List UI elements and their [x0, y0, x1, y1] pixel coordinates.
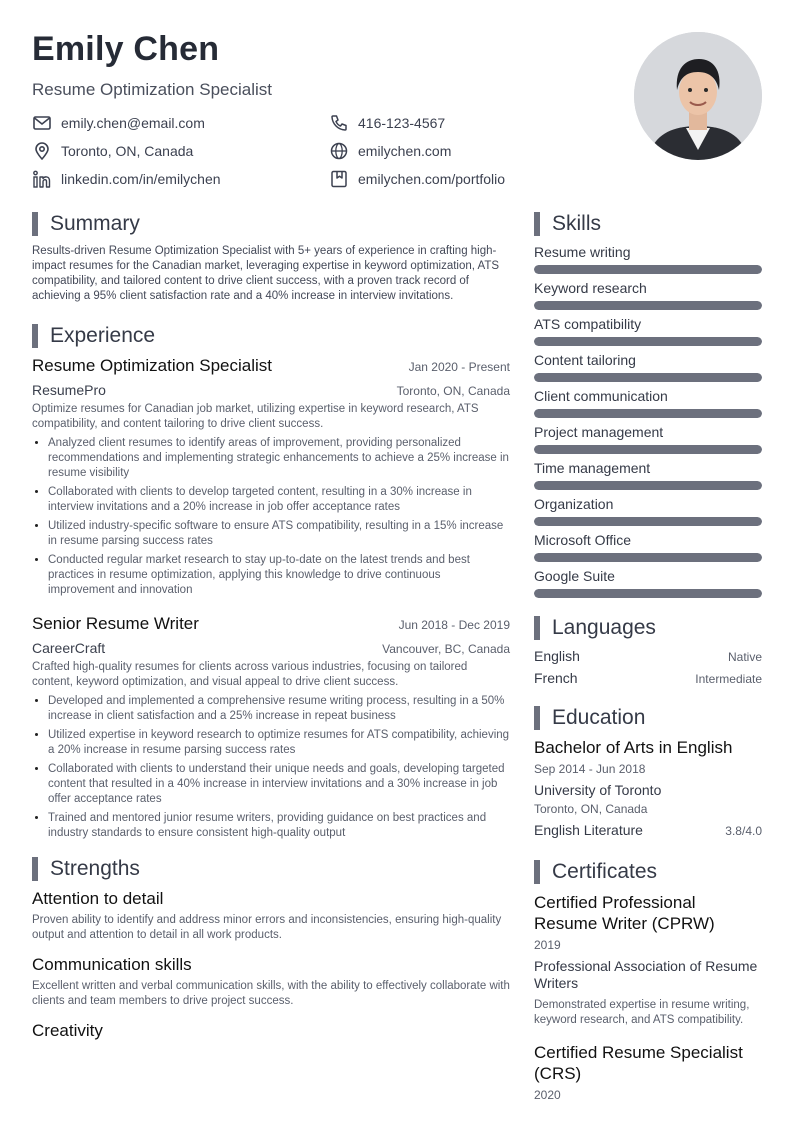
certificate-issuer: Professional Association of Resume Writers [534, 958, 758, 991]
job-entry [32, 356, 510, 598]
certificate-item [534, 1042, 762, 1102]
certificate-name: Certified Professional Resume Writer (CPRW) [534, 893, 715, 933]
language-name: French [534, 670, 578, 686]
job-location: Vancouver, BC, Canada [382, 642, 510, 656]
contact-portfolio[interactable] [329, 168, 505, 190]
section-marker [32, 324, 38, 348]
certificate-name: Certified Resume Specialist (CRS) [534, 1043, 743, 1083]
job-bullet: • Collaborated with clients to understand their unique needs and goals, developing targeted content that resulted in a 40% increase in interview invitations and a 30% increase in job offer acceptance rates [48, 762, 510, 807]
skill-level-fill [534, 265, 762, 274]
right-column [534, 212, 762, 1116]
certificate-item [534, 892, 762, 1028]
education-location: Toronto, ON, Canada [534, 802, 648, 816]
contact-email[interactable] [32, 112, 205, 134]
strength-description: Proven ability to identify and address minor errors and inconsistencies, ensuring high-quality output and attention to detail in all work products. [32, 914, 502, 941]
skill-level-fill [534, 481, 762, 490]
bookmark-icon [329, 169, 349, 189]
skill-level-bar [534, 409, 762, 418]
summary-heading [32, 212, 510, 236]
skill-level-bar [534, 517, 762, 526]
skill-name: Project management [534, 424, 664, 440]
certificates-heading-text: Certificates [552, 860, 658, 883]
education-degree: Bachelor of Arts in English [534, 738, 733, 757]
email-text: emily.chen@email.com [61, 115, 205, 131]
job-company: ResumePro [32, 382, 106, 398]
skill-level-bar [534, 589, 762, 598]
skill-name: Google Suite [534, 568, 615, 584]
language-item [534, 670, 762, 686]
skill-level-fill [534, 553, 762, 562]
skills-heading-text: Skills [552, 212, 602, 235]
strengths-heading [32, 857, 510, 881]
job-bullet: • Developed and implemented a comprehensive resume writing process, resulting in a 50% increase in client satisfaction and a 25% increase in repeat business [48, 694, 510, 724]
skill-name: Client communication [534, 388, 668, 404]
profile-photo [634, 32, 762, 160]
job-bullets [32, 694, 510, 841]
skill-level-fill [534, 445, 762, 454]
language-level: Native [727, 650, 762, 664]
language-item [534, 648, 762, 664]
skills-heading [534, 212, 762, 236]
linkedin-icon [32, 169, 52, 189]
skill-item [534, 568, 762, 598]
strength-item [32, 955, 510, 1009]
skill-item [534, 496, 762, 526]
experience-heading [32, 324, 510, 348]
language-level: Intermediate [695, 672, 762, 686]
skill-item [534, 316, 762, 346]
mail-icon [32, 113, 52, 133]
job-description: Crafted high-quality resumes for clients across various industries, focusing on tailored content, keyword optimization, and visual appeal to drive client success. [32, 661, 468, 688]
job-bullet: • Utilized expertise in keyword research to optimize resumes for ATS compatibility, achieving a 20% increase in resume parsing success rates [48, 728, 510, 758]
skills-list [534, 244, 762, 598]
strength-description: Excellent written and verbal communication skills, with the ability to effectively collaborate with clients and team members to drive project success. [32, 980, 510, 1007]
job-location: Toronto, ON, Canada [396, 384, 510, 398]
certificates-heading [534, 860, 762, 884]
skill-level-fill [534, 373, 762, 382]
education-school: University of Toronto [534, 782, 662, 798]
strengths-heading-text: Strengths [50, 857, 140, 880]
skill-item [534, 352, 762, 382]
skill-level-bar [534, 553, 762, 562]
section-marker [534, 860, 540, 884]
job-bullet: • Collaborated with clients to develop targeted content, resulting in a 30% increase in interview invitations and a 20% increase in job offer acceptance rates [48, 485, 510, 515]
left-column [32, 212, 510, 1053]
skill-item [534, 424, 762, 454]
contact-phone[interactable] [329, 112, 445, 134]
skill-level-bar [534, 337, 762, 346]
certificate-year: 2019 [534, 938, 561, 952]
skill-name: ATS compatibility [534, 316, 642, 332]
job-company: CareerCraft [32, 640, 106, 656]
skill-item [534, 532, 762, 562]
skill-item [534, 280, 762, 310]
skill-item [534, 388, 762, 418]
section-marker [534, 616, 540, 640]
languages-heading-text: Languages [552, 616, 656, 639]
job-bullet: • Conducted regular market research to stay up-to-date on the latest trends and best practices in resume optimization, applying this knowledge to drive continuous improvement and innovation [48, 553, 510, 598]
education-dates: Sep 2014 - Jun 2018 [534, 762, 646, 776]
job-dates: Jun 2018 - Dec 2019 [398, 618, 510, 632]
skill-level-bar [534, 481, 762, 490]
skill-name: Resume writing [534, 244, 631, 260]
candidate-title: Resume Optimization Specialist [32, 80, 272, 99]
job-description: Optimize resumes for Canadian job market, utilizing expertise in keyword research, ATS compatibility, and content tailoring to drive client success. [32, 403, 479, 430]
candidate-name: Emily Chen [32, 30, 220, 68]
job-title: Resume Optimization Specialist [32, 356, 272, 375]
contact-location [32, 140, 193, 162]
summary-text: Results-driven Resume Optimization Specialist with 5+ years of experience in crafting high-impact resumes for the Canadian market, leveraging expertise in keyword optimization, ATS compatibility, and tailored content to drive client success, with a proven track record of achieving a 95% client satisfaction rate and a 40% increase in interview invitations. [32, 245, 500, 302]
skill-level-fill [534, 337, 762, 346]
job-dates: Jan 2020 - Present [408, 360, 510, 374]
education-entry [534, 738, 762, 838]
skill-name: Content tailoring [534, 352, 636, 368]
skill-name: Organization [534, 496, 614, 512]
skill-level-fill [534, 517, 762, 526]
skill-level-bar [534, 301, 762, 310]
strength-item [32, 889, 510, 943]
education-heading-text: Education [552, 706, 646, 729]
job-bullets [32, 436, 510, 598]
section-marker [32, 857, 38, 881]
skill-name: Microsoft Office [534, 532, 631, 548]
summary-heading-text: Summary [50, 212, 140, 235]
globe-icon [329, 141, 349, 161]
job-entry [32, 614, 510, 841]
job-title: Senior Resume Writer [32, 614, 199, 633]
certificate-year: 2020 [534, 1088, 561, 1102]
location-pin-icon [32, 141, 52, 161]
strength-title: Creativity [32, 1021, 103, 1040]
skill-level-fill [534, 589, 762, 598]
skill-name: Keyword research [534, 280, 647, 296]
website-text: emilychen.com [358, 143, 452, 159]
section-marker [534, 212, 540, 236]
phone-text: 416-123-4567 [358, 115, 446, 131]
portfolio-text: emilychen.com/portfolio [358, 171, 506, 187]
strength-title: Communication skills [32, 955, 192, 974]
job-bullet: • Trained and mentored junior resume writers, providing guidance on best practices and industry standards to ensure consistent high-quality output [48, 811, 510, 841]
job-bullet: • Utilized industry-specific software to ensure ATS compatibility, resulting in a 15% increase in resume parsing success rates [48, 519, 510, 549]
education-heading [534, 706, 762, 730]
skill-item [534, 244, 762, 274]
skill-level-bar [534, 265, 762, 274]
education-gpa: 3.8/4.0 [725, 824, 762, 838]
skill-name: Time management [534, 460, 651, 476]
section-marker [534, 706, 540, 730]
phone-icon [329, 113, 349, 133]
skill-level-fill [534, 409, 762, 418]
section-marker [32, 212, 38, 236]
education-field: English Literature [534, 822, 643, 838]
certificate-description: Demonstrated expertise in resume writing, keyword research, and ATS compatibility. [534, 999, 750, 1026]
skill-level-bar [534, 373, 762, 382]
experience-heading-text: Experience [50, 324, 156, 347]
location-text: Toronto, ON, Canada [61, 143, 194, 159]
strength-title: Attention to detail [32, 889, 164, 908]
skill-level-fill [534, 301, 762, 310]
linkedin-text: linkedin.com/in/emilychen [61, 171, 221, 187]
skill-item [534, 460, 762, 490]
strength-item [32, 1021, 510, 1041]
contact-website[interactable] [329, 140, 451, 162]
job-bullet: • Analyzed client resumes to identify areas of improvement, providing personalized recommendations and implementing strategic enhancements to achieve a 25% increase in resume visibility [48, 436, 510, 481]
languages-heading [534, 616, 762, 640]
language-name: English [534, 648, 580, 664]
contact-linkedin[interactable] [32, 168, 221, 190]
skill-level-bar [534, 445, 762, 454]
